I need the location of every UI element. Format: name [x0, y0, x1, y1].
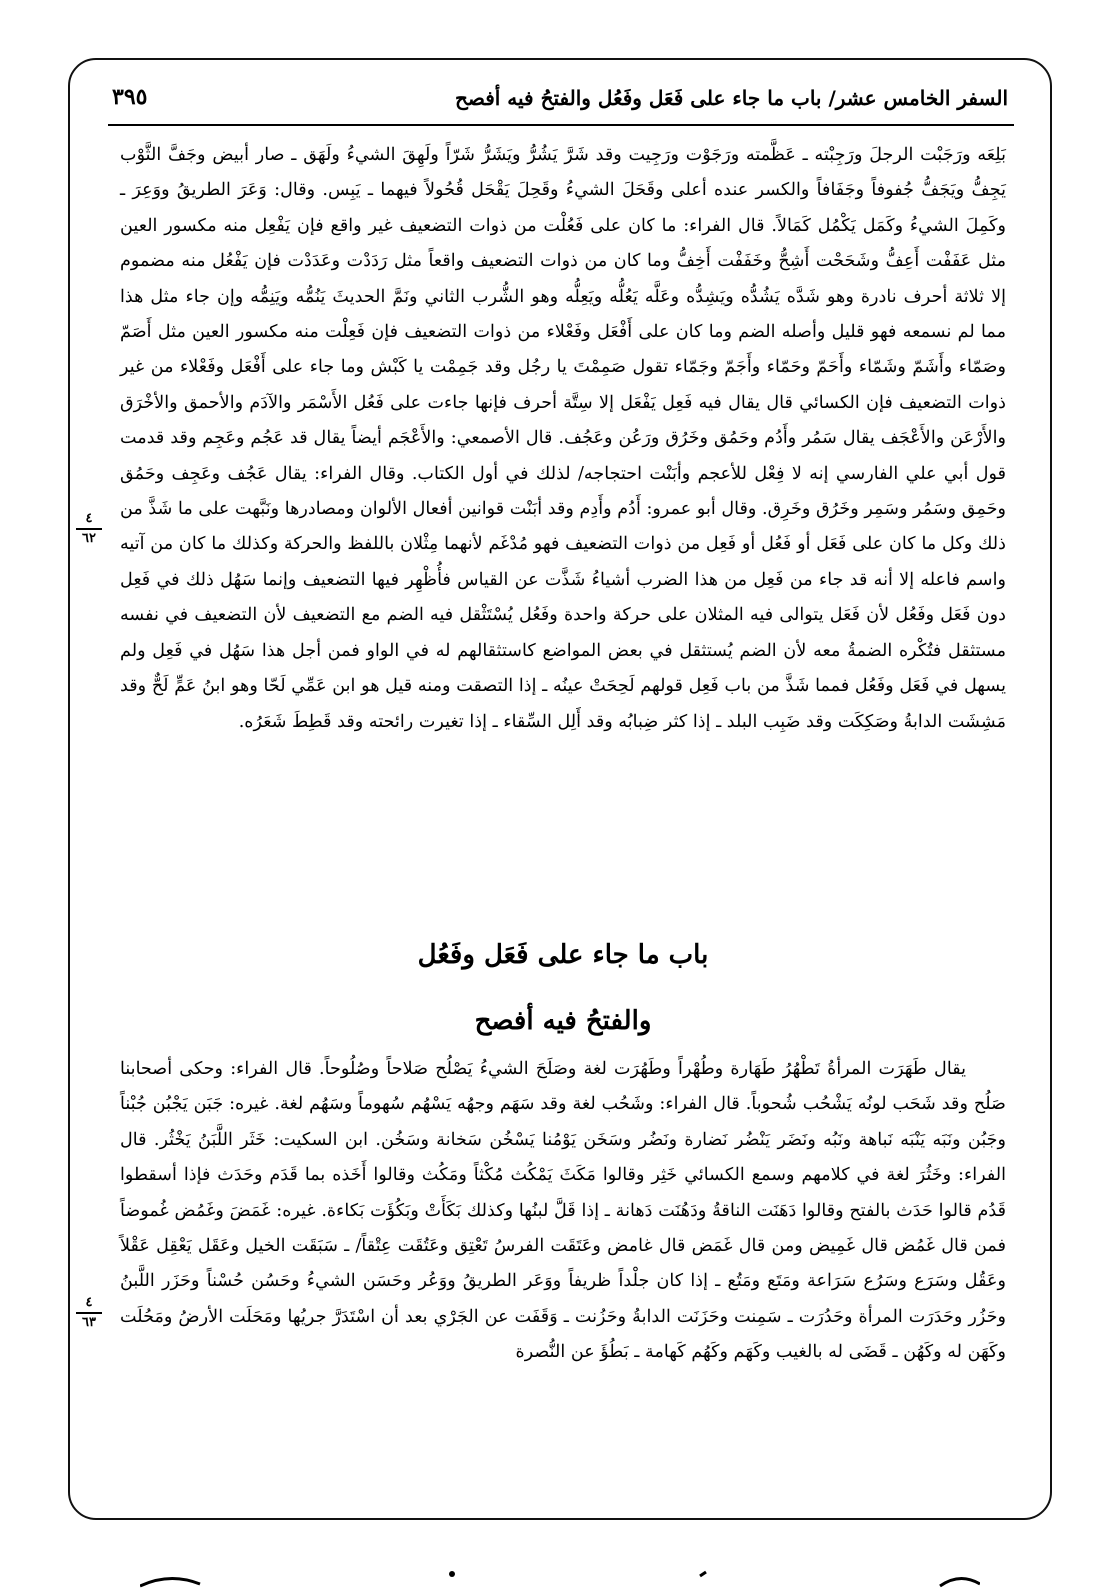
- body-text-section-1: [120, 138, 1006, 740]
- paragraph: بَلِعَه ورَجَبْت الرجلَ ورَجِبْته ـ عَظَّمته ورَجَوْت ورَجِيت وقد شَرَّ يَشُرُّ ويَشَرُّ شَرّاً ولَهِقَ الشيءُ ولَهَق ـ صار أبيض وجَفَّ الثَّوْب يَجِفُّ ويَجَفُّ جُفوفاً وجَفَافاً والكسر عنده أعلى وقَحَلَ الشيءُ وقَحِلَ يَقْحَل قُحُولاً فيهما ـ يَبِس. وقال: وَعَرَ الطريقُ ووَعِرَ ـ وكَمِلَ الشيءُ وكَمَل يَكْمُل كَمَالاً. قال الفراء: ما كان على فَعُلْت من ذوات التضعيف غير واقع فإن يَفْعِل منه مكسور العين مثل عَفَفْت أَعِفُّ وشَحَحْت أَشِحُّ وخَفَفْت أَخِفُّ وما كان من ذوات التضعيف واقعاً مثل رَدَدْت وعَدَدْت فإن يَفْعُل منه مضموم إلا ثلاثة أحرف نادرة وهو شَدَّه يَشُدُّه ويَشِدُّه وعَلَّه يَعُلُّه ويَعِلُّه وهو الشُّرب الثاني ونَمَّ الحديثَ يَنُمُّه ويَنِمُّه وإن جاء مثل هذا مما لم نسمعه فهو قليل وأصله الضم وما كان على أَفْعَل وفَعْلاء من ذوات التضعيف فإن فَعِلْت منه مكسور العين مثل أَصَمّ وصَمّاء وأَشَمّ وشَمّاء وأَحَمّ وحَمّاء وأَجَمّ وجَمّاء تقول صَمِمْتَ يا رجُل وقد جَمِمْت يا كَبْش وما جاء على أَفْعَل وفَعْلاء من غير ذوات التضعيف فإن الكسائي قال يقال فيه فَعِل يَفْعَل إلا سِتَّة أحرف فإنها جاءت على فَعُل الأَسْمَر والآدَم والأحمق والأخْرَق والأَرْعَن والأَعْجَف يقال سَمُر وأَدُم وحَمُق وخَرُق ورَعُن وعَجُف. قال الأصمعي: والأَعْجَم أيضاً يقال قد عَجُم وعَجِم وقد قدمت قول أبي علي الفارسي إنه لا فِعْل للأعجم وأبَنْت احتجاجه/ لذلك في أول الكتاب. وقال الفراء: يقال عَجُف وعَجِف وحَمُق وحَمِق وسَمُر وسَمِر وخَرُق وخَرِق. وقال أبو عمرو: أَدُم وأَدِم وقد أبَنْت قوانين أفعال الألوان ومصادرها ونَبَّهت على ما شَذَّ من ذلك وكل ما كان على فَعَل أو فَعُل أو فَعِل من ذوات التضعيف فهو مُدْغَم لأنهما مِثْلان باللفظ والحركة وكذلك ما كان من آتيه واسم فاعله إلا أنه قد جاء من فَعِل من هذا الضرب أشياءُ شَذَّت عن القياس فأُظْهِر فيها التضعيف وإنما سَهُل ذلك في فَعِل دون فَعَل وفَعُل لأن فَعَل يتوالى فيه المثلان على حركة واحدة وفَعُل يُسْتَثْقل فيه الضم مع التضعيف لأن التضعيف في نفسه مستثقل فتُكْره الضمةُ معه لأن الضم يُستثقل في بعض المواضع كاستثقالهم له في الواو فمن أجل هذا سَهُل في فَعِل ولم يسهل في فَعَل وفَعُل فمما شَذَّ من باب فَعِل قولهم لَحِحَتْ عينُه ـ إذا التصقت ومنه قيل هو ابن عَمِّي لَحّا وهو ابنُ عَمٍّ لَحٌّ وقد مَشِشَت الدابةُ وصَكِكَت وقد ضَبِب البلد ـ إذا كثر ضِبابُه وقد أَلِل السِّقاء ـ إذا تغيرت رائحته وقد قَطِطَ شَعَرُه.: [120, 145, 1006, 732]
- margin-marker-2: [76, 1296, 102, 1330]
- page-number: ٣٩٥: [112, 84, 148, 110]
- margin-marker-1: [76, 512, 102, 546]
- running-title: السفر الخامس عشر/ باب ما جاء على فَعَل وفَعُل والفتحُ فيه أفصح: [454, 86, 1008, 110]
- marker-page: ٦٣: [82, 1315, 96, 1330]
- section-heading-line-1: باب ما جاء على فَعَل وفَعُل: [417, 940, 709, 970]
- page-header: [108, 80, 1008, 120]
- marker-page: ٦٢: [82, 531, 96, 546]
- section-heading-line-2: والفتحُ فيه أفصح: [474, 1006, 652, 1036]
- marker-bar: [76, 528, 102, 530]
- next-page-bleed: [140, 1566, 980, 1590]
- marker-volume: ٤: [85, 511, 93, 526]
- marker-bar: [76, 1312, 102, 1314]
- body-text-section-2: يقال طَهَرَت المرأةُ تَطْهُرُ طَهَارة وطُهْراً وطَهُرَت لغة وصَلَحَ الشيءُ يَصْلُح صَلاحاً وصُلُوحاً. قال الفراء: وحكى أصحابنا صَلُح وقد شَحَب لونُه يَشْحُب شُحوباً. قال الفراء: وشَحُب لغة وقد سَهَم وجهُه يَسْهُم سُهوماً وسَهُم لغة. غيره: جَبَن يَجْبُن جُبْناً وجَبُن ونَبَه يَنْبَه نَباهة ونَبُه ونَضَر يَنْضُر نَضارة ونَضُر وسَخَن يَوْمُنا يَسْخُن سَخانة وسَخُن. ابن السكيت: خَثَر اللَّبَنُ يَخْثُر. قال الفراء: وخَثُرَ لغة في كلامهم وسمع الكسائي خَثِر وقالوا مَكَثَ يَمْكُث مُكْثاً ومَكُث وقالوا أَخَذه بما قَدَم وحَدَث فإذا أسقطوا قَدُم قالوا حَدَث بالفتح وقالوا دَهَنَت الناقةُ ودَهُنَت دَهانة ـ إذا قَلَّ لبنُها وكذلك بَكَأَتْ وبَكُؤَت بَكاءة. غيره: غَمَضَ وغَمُض غُموضاً فمن قال غَمُض قال غَمِيض ومن قال غَمَض قال غامض وعَتَقَت الفرسُ تَعْتِق وعَتُقَت عِتْقاً/ ـ سَبَقَت الخيل وعَقَل يَعْقِل عَقْلاً وعَقُل وسَرَع وسَرُع سَرَاعة ومَتَع ومَتُع ـ إذا كان جلْداً ظريفاً ووَعَر الطريقُ ووَعُر وحَسَن الشيءُ وحَسُن حُسْناً وحَزَر اللَّبنُ وحَزُر وحَدَرَت المرأة وحَدُرَت ـ سَمِنت وحَزَنَت الدابةُ وحَزُنت ـ وَقَفَت عن الجَرْي بعد أن اسْتَدَرَّ جريُها ومَحَلَت الأرضُ ومَحُلَت وكَهَن له وكَهُن ـ قَضَى له بالغيب وكَهَم وكَهُم كَهامة ـ بَطُؤَ عن النُّصرة: [120, 1059, 1006, 1363]
- header-rule: [108, 124, 1014, 126]
- marker-volume: ٤: [85, 1295, 93, 1310]
